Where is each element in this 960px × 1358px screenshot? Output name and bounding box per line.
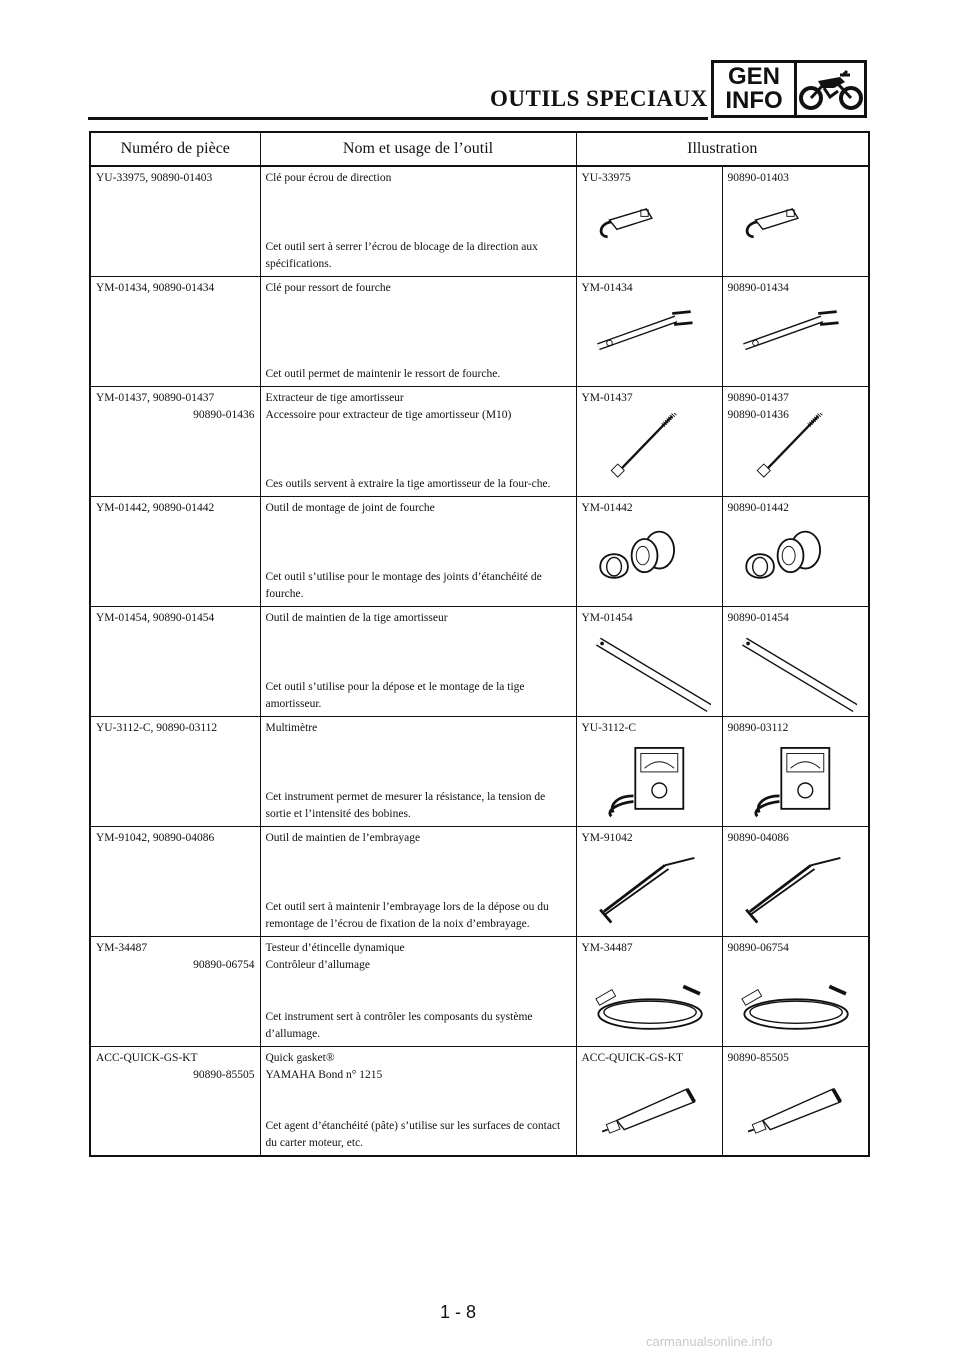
- table-row: [90, 936, 869, 1046]
- illustration-left-cell: [576, 166, 722, 276]
- illustration-label: 90890-01434: [727, 281, 789, 294]
- tool-name-cell: [260, 386, 576, 496]
- table-row: [90, 606, 869, 716]
- logo-line2: INFO: [725, 87, 783, 114]
- table-row: [90, 386, 869, 496]
- motorcycle-icon: [797, 63, 864, 115]
- tool-name-cell: [260, 716, 576, 826]
- part-number: YM-91042, 90890-04086: [96, 831, 215, 844]
- part-number-secondary: 90890-85505: [193, 1068, 255, 1081]
- part-number-cell: [90, 716, 260, 826]
- tool-description: Cet outil sert à maintenir l’embrayage lors de la dépose ou du remontage de l’écrou de fixation de la noix d’embrayage.: [265, 900, 549, 930]
- page-number: 1 - 8: [440, 1302, 477, 1322]
- tool-description: Cet outil sert à serrer l’écrou de blocage de la direction aux spécifications.: [265, 240, 538, 270]
- illustration-right-cell: [722, 936, 869, 1046]
- part-number-cell: [90, 496, 260, 606]
- illustration-label: 90890-01403: [727, 172, 789, 184]
- table-row: [90, 1046, 869, 1156]
- tool-name-cell: [260, 936, 576, 1046]
- illustration-label: 90890-01454: [727, 611, 789, 624]
- table-row: [90, 276, 869, 386]
- page-title: OUTILS SPECIAUX: [490, 86, 708, 111]
- watermark: carmanualsonline.info: [646, 1334, 773, 1349]
- part-number: YM-01442, 90890-01442: [96, 501, 215, 514]
- header-part-number: Numéro de pièce: [90, 132, 260, 166]
- tool-name-cell: [260, 276, 576, 386]
- tool-description: Cet outil permet de maintenir le ressort de fourche.: [265, 367, 501, 380]
- illustration-right-cell: [722, 716, 869, 826]
- tool-name: Quick gasket®: [265, 1051, 335, 1064]
- illustration-right-cell: [722, 1046, 869, 1156]
- table-row: [90, 166, 869, 276]
- illustration-label: YM-01454: [581, 611, 633, 624]
- part-number-cell: [90, 166, 260, 276]
- illustration-left-cell: [576, 826, 722, 936]
- illustration-right-cell: [722, 496, 869, 606]
- part-number-secondary: 90890-01436: [193, 408, 255, 421]
- tool-name: Clé pour écrou de direction: [265, 172, 392, 184]
- illustration-label: YM-01437: [581, 391, 633, 404]
- logo-line1: GEN: [727, 63, 780, 90]
- part-number-cell: [90, 276, 260, 386]
- part-number: ACC-QUICK-GS-KT: [96, 1051, 198, 1064]
- tool-description: Cet outil s’utilise pour le montage des joints d’étanchéité de fourche.: [265, 570, 542, 600]
- part-number-cell: [90, 936, 260, 1046]
- tool-description: Ces outils servent à extraire la tige amortisseur de la four-che.: [265, 477, 551, 490]
- tool-name-secondary: Contrôleur d’allumage: [265, 958, 370, 971]
- special-tools-table: [89, 131, 870, 1157]
- illustration-right-cell: [722, 386, 869, 496]
- part-number: YM-34487: [96, 941, 148, 954]
- part-number-cell: [90, 1046, 260, 1156]
- illustration-label: 90890-01437: [727, 391, 789, 404]
- tool-name-cell: [260, 166, 576, 276]
- tool-description: Cet agent d’étanchéité (pâte) s’utilise sur les surfaces de contact du carter moteur, etc.: [265, 1120, 561, 1149]
- part-number-cell: [90, 826, 260, 936]
- tool-name-cell: [260, 826, 576, 936]
- illustration-label: ACC-QUICK-GS-KT: [581, 1051, 684, 1064]
- illustration-label: 90890-03112: [727, 721, 789, 734]
- illustration-left-cell: [576, 276, 722, 386]
- tool-name-cell: [260, 1046, 576, 1156]
- illustration-left-cell: [576, 386, 722, 496]
- illustration-label: YM-01442: [581, 501, 633, 514]
- tool-name: Testeur d’étincelle dynamique: [265, 941, 405, 954]
- illustration-left-cell: [576, 936, 722, 1046]
- tool-name: Outil de maintien de la tige amortisseur: [265, 611, 448, 624]
- illustration-left-cell: [576, 606, 722, 716]
- tool-name: Clé pour ressort de fourche: [265, 281, 391, 294]
- illustration-label: YU-3112-C: [581, 721, 637, 734]
- tool-name: Outil de montage de joint de fourche: [265, 501, 435, 514]
- tool-description: Cet instrument sert à contrôler les composants du système d’allumage.: [265, 1010, 533, 1040]
- tool-description: Cet outil s’utilise pour la dépose et le montage de la tige amortisseur.: [265, 680, 525, 710]
- illustration-left-cell: [576, 716, 722, 826]
- header-tool-name: Nom et usage de l’outil: [260, 132, 576, 166]
- header-rule: [88, 117, 708, 120]
- illustration-label: 90890-85505: [727, 1051, 789, 1064]
- tool-name-secondary: YAMAHA Bond n° 1215: [265, 1068, 383, 1081]
- part-number-cell: [90, 606, 260, 716]
- part-number: YM-01437, 90890-01437: [96, 391, 215, 404]
- illustration-right-cell: [722, 826, 869, 936]
- illustration-right-cell: [722, 276, 869, 386]
- tool-name: Multimètre: [265, 721, 318, 734]
- table-header-row: [90, 132, 869, 166]
- tool-name: Outil de maintien de l’embrayage: [265, 831, 421, 844]
- tool-name-secondary: Accessoire pour extracteur de tige amortisseur (M10): [265, 408, 512, 421]
- illustration-label: YM-01434: [581, 281, 633, 294]
- header-illustration: Illustration: [576, 132, 869, 166]
- illustration-right-cell: [722, 166, 869, 276]
- illustration-label-secondary: 90890-01436: [727, 408, 789, 421]
- part-number-secondary: 90890-06754: [193, 958, 255, 971]
- tool-name-cell: [260, 496, 576, 606]
- illustration-right-cell: [722, 606, 869, 716]
- tool-name: Extracteur de tige amortisseur: [265, 391, 404, 404]
- illustration-label: 90890-06754: [727, 941, 789, 954]
- illustration-label: 90890-01442: [727, 501, 789, 514]
- illustration-label: YU-33975: [581, 172, 631, 184]
- part-number: YU-33975, 90890-01403: [96, 172, 213, 184]
- illustration-label: YM-34487: [581, 941, 633, 954]
- part-number: YU-3112-C, 90890-03112: [96, 721, 218, 734]
- part-number-cell: [90, 386, 260, 496]
- illustration-left-cell: [576, 496, 722, 606]
- table-row: [90, 826, 869, 936]
- tool-name-cell: [260, 606, 576, 716]
- part-number: YM-01434, 90890-01434: [96, 281, 215, 294]
- illustration-label: 90890-04086: [727, 831, 789, 844]
- illustration-label: YM-91042: [581, 831, 633, 844]
- part-number: YM-01454, 90890-01454: [96, 611, 215, 624]
- table-row: [90, 716, 869, 826]
- tool-description: Cet instrument permet de mesurer la résistance, la tension de sortie et l’intensité des bobines.: [265, 790, 546, 820]
- gen-info-logo: [711, 60, 867, 118]
- table-row: [90, 496, 869, 606]
- illustration-left-cell: [576, 1046, 722, 1156]
- logo-text: [714, 63, 797, 115]
